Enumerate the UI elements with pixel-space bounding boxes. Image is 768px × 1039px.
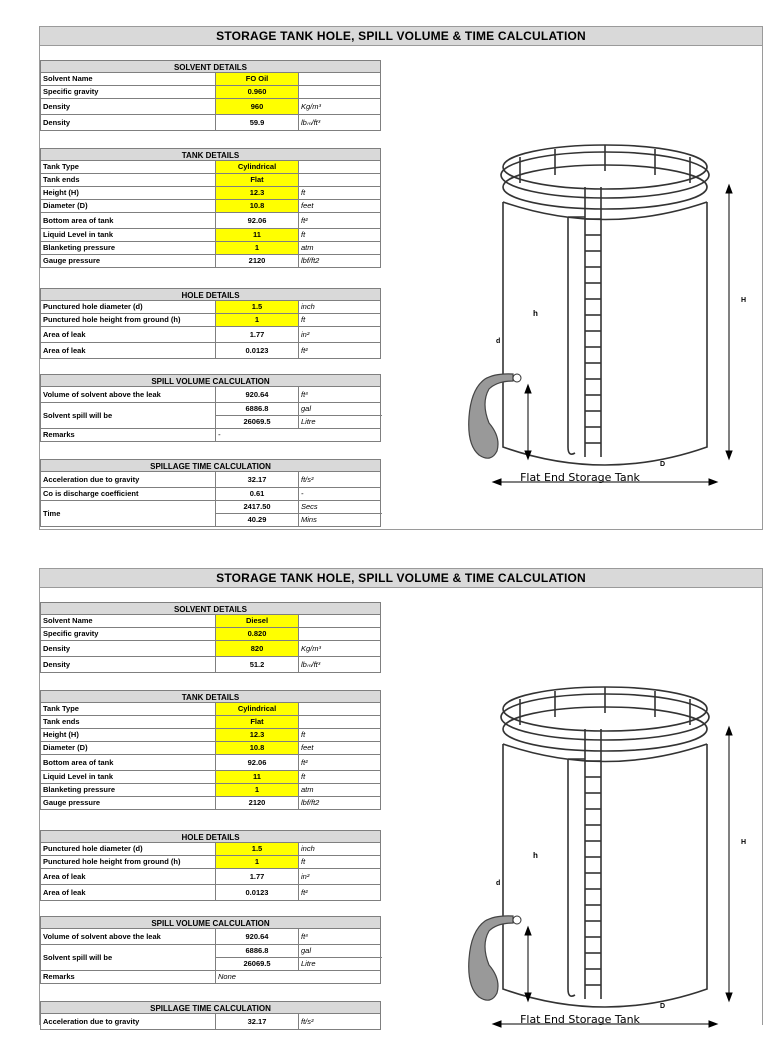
spill-litre: 26069.5 Litre — [215, 958, 382, 971]
row-time: Time 2417.50 Secs 40.29 Mins — [40, 501, 381, 527]
input-cell[interactable]: 11 — [215, 771, 298, 783]
input-cell[interactable]: Flat — [215, 716, 298, 728]
time-mins: 40.29 Mins — [215, 514, 382, 527]
output-cell: 32.17 — [215, 472, 298, 487]
output-cell: 0.0123 — [215, 343, 298, 358]
row-tank-type: Tank Type Cylindrical — [40, 161, 381, 174]
section-spillage-time: SPILLAGE TIME CALCULATION — [40, 459, 381, 472]
output-cell: 51.2 — [215, 657, 298, 672]
row-area-leak-in: Area of leak 1.77 in² — [40, 327, 381, 343]
input-cell[interactable]: 11 — [215, 229, 298, 241]
row-solvent-name: Solvent Name Diesel — [40, 615, 381, 628]
dim-D-label: D — [660, 1003, 666, 1010]
row-bottom-area: Bottom area of tank 92.06 ft² — [40, 213, 381, 229]
input-cell[interactable]: Diesel — [215, 615, 298, 627]
row-specific-gravity: Specific gravity 0.960 — [40, 86, 381, 99]
row-density-lb: Density 51.2 lbₘ/ft³ — [40, 657, 381, 673]
hole-marker-icon — [513, 916, 521, 924]
dim-h-label: h — [533, 851, 538, 860]
dim-D-label: D — [660, 461, 666, 468]
input-cell[interactable]: 0.820 — [215, 628, 298, 640]
input-cell[interactable]: Cylindrical — [215, 161, 298, 173]
spill-gal: 6886.8 gal — [215, 403, 382, 416]
row-gauge-pressure: Gauge pressure 2120 lbf/ft2 — [40, 255, 381, 268]
storage-tank-diagram — [425, 669, 755, 1039]
row-hole-diameter: Punctured hole diameter (d) 1.5 inch — [40, 301, 381, 314]
dim-H-label: H — [741, 839, 747, 846]
output-cell: 92.06 — [215, 755, 298, 770]
input-cell[interactable]: Flat — [215, 174, 298, 186]
calc-sheet-diesel — [39, 568, 763, 1025]
row-volume-above-leak: Volume of solvent above the leak 920.64 ft³ — [40, 929, 381, 945]
output-cell: 920.64 — [215, 929, 298, 944]
section-spill-volume: SPILL VOLUME CALCULATION — [40, 916, 381, 929]
row-solvent-spill: Solvent spill will be 6886.8 gal 26069.5 Litre — [40, 945, 381, 971]
output-cell: 2120 — [215, 797, 298, 809]
diagram-caption: Flat End Storage Tank — [520, 1013, 640, 1026]
input-cell[interactable]: 960 — [215, 99, 298, 114]
section-solvent-details: SOLVENT DETAILS — [40, 602, 381, 615]
row-height: Height (H) 12.3 ft — [40, 729, 381, 742]
row-area-leak-ft: Area of leak 0.0123 ft² — [40, 885, 381, 901]
spill-litre: 26069.5 Litre — [215, 416, 382, 429]
output-cell: 2120 — [215, 255, 298, 267]
input-cell[interactable]: 1 — [215, 314, 298, 326]
time-secs: 2417.50 Secs — [215, 501, 382, 514]
dim-d-label: d — [496, 880, 501, 887]
row-blanketing-pressure: Blanketing pressure 1 atm — [40, 784, 381, 797]
spill-jet-icon — [469, 374, 513, 458]
row-height: Height (H) 12.3 ft — [40, 187, 381, 200]
output-cell: 1.77 — [215, 869, 298, 884]
section-spill-volume: SPILL VOLUME CALCULATION — [40, 374, 381, 387]
row-liquid-level: Liquid Level in tank 11 ft — [40, 229, 381, 242]
input-cell[interactable]: 10.8 — [215, 742, 298, 754]
input-cell[interactable]: Cylindrical — [215, 703, 298, 715]
section-tank-details: TANK DETAILS — [40, 690, 381, 703]
row-area-leak-in: Area of leak 1.77 in² — [40, 869, 381, 885]
row-remarks: Remarks - — [40, 429, 381, 442]
spill-gal: 6886.8 gal — [215, 945, 382, 958]
row-diameter: Diameter (D) 10.8 feet — [40, 200, 381, 213]
input-cell[interactable]: 12.3 — [215, 729, 298, 741]
row-hole-height: Punctured hole height from ground (h) 1 ft — [40, 856, 381, 869]
row-bottom-area: Bottom area of tank 92.06 ft² — [40, 755, 381, 771]
row-specific-gravity: Specific gravity 0.820 — [40, 628, 381, 641]
row-area-leak-ft: Area of leak 0.0123 ft² — [40, 343, 381, 359]
row-density-kg: Density 960 Kg/m³ — [40, 99, 381, 115]
row-solvent-name: Solvent Name FO Oil — [40, 73, 381, 86]
row-density-lb: Density 59.9 lbₘ/ft³ — [40, 115, 381, 131]
spill-jet-icon — [469, 916, 513, 1000]
row-gauge-pressure: Gauge pressure 2120 lbf/ft2 — [40, 797, 381, 810]
row-remarks: Remarks None — [40, 971, 381, 984]
row-tank-ends: Tank ends Flat — [40, 716, 381, 729]
input-cell[interactable]: 1 — [215, 856, 298, 868]
calc-sheet-fo-oil — [39, 26, 763, 530]
output-cell: 59.9 — [215, 115, 298, 130]
section-hole-details: HOLE DETAILS — [40, 288, 381, 301]
dim-H-label: H — [741, 297, 747, 304]
input-cell[interactable]: 1.5 — [215, 301, 298, 313]
output-cell: 1.77 — [215, 327, 298, 342]
section-solvent-details: SOLVENT DETAILS — [40, 60, 381, 73]
row-liquid-level: Liquid Level in tank 11 ft — [40, 771, 381, 784]
output-cell: 0.61 — [215, 488, 298, 500]
output-cell: 92.06 — [215, 213, 298, 228]
row-gravity: Acceleration due to gravity 32.17 ft/s² — [40, 1014, 381, 1030]
storage-tank-diagram — [425, 127, 755, 497]
hole-marker-icon — [513, 374, 521, 382]
input-cell[interactable]: 1 — [215, 242, 298, 254]
input-cell[interactable]: 1 — [215, 784, 298, 796]
row-density-kg: Density 820 Kg/m³ — [40, 641, 381, 657]
output-cell: 32.17 — [215, 1014, 298, 1029]
input-cell[interactable]: 10.8 — [215, 200, 298, 212]
sheet-title: STORAGE TANK HOLE, SPILL VOLUME & TIME CALCULATION — [40, 569, 762, 588]
section-hole-details: HOLE DETAILS — [40, 830, 381, 843]
row-solvent-spill: Solvent spill will be 6886.8 gal 26069.5 Litre — [40, 403, 381, 429]
dim-d-label: d — [496, 338, 501, 345]
output-cell: 0.0123 — [215, 885, 298, 900]
row-tank-ends: Tank ends Flat — [40, 174, 381, 187]
input-cell[interactable]: 1.5 — [215, 843, 298, 855]
row-volume-above-leak: Volume of solvent above the leak 920.64 ft³ — [40, 387, 381, 403]
section-spillage-time: SPILLAGE TIME CALCULATION — [40, 1001, 381, 1014]
row-gravity: Acceleration due to gravity 32.17 ft/s² — [40, 472, 381, 488]
output-cell: 920.64 — [215, 387, 298, 402]
row-discharge-coeff: Co is discharge coefficient 0.61 - — [40, 488, 381, 501]
row-blanketing-pressure: Blanketing pressure 1 atm — [40, 242, 381, 255]
row-hole-height: Punctured hole height from ground (h) 1 ft — [40, 314, 381, 327]
input-cell[interactable]: 12.3 — [215, 187, 298, 199]
input-cell[interactable]: 820 — [215, 641, 298, 656]
input-cell[interactable]: 0.960 — [215, 86, 298, 98]
row-diameter: Diameter (D) 10.8 feet — [40, 742, 381, 755]
input-cell[interactable]: FO Oil — [215, 73, 298, 85]
dim-h-label: h — [533, 309, 538, 318]
diagram-caption: Flat End Storage Tank — [520, 471, 640, 484]
row-tank-type: Tank Type Cylindrical — [40, 703, 381, 716]
section-tank-details: TANK DETAILS — [40, 148, 381, 161]
row-hole-diameter: Punctured hole diameter (d) 1.5 inch — [40, 843, 381, 856]
sheet-title: STORAGE TANK HOLE, SPILL VOLUME & TIME CALCULATION — [40, 27, 762, 46]
